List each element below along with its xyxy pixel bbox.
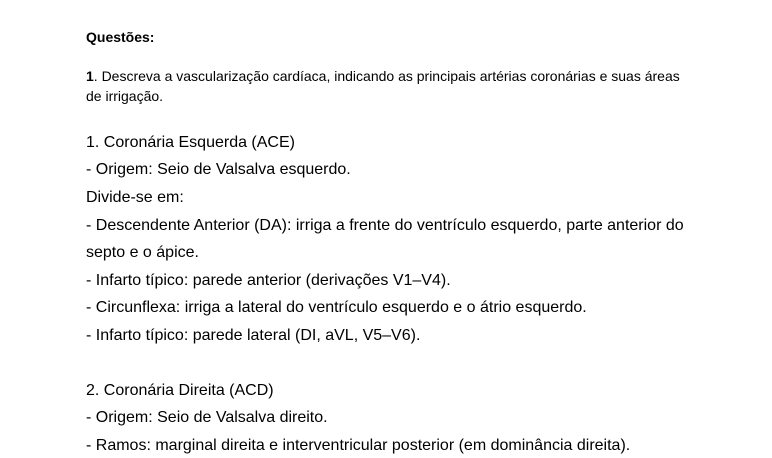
answer-line: septo e o ápice. <box>86 244 199 261</box>
question-text: . Descreva a vascularização cardíaca, indicando as principais artérias coronárias e suas áreas de irrigação. <box>86 68 680 104</box>
answer-line: Divide-se em: <box>86 189 184 206</box>
answer-line: - Circunflexa: irriga a lateral do ventrículo esquerdo e o átrio esquerdo. <box>86 299 587 316</box>
answer-line: - Infarto típico: parede lateral (DI, aVL, V5–V6). <box>86 327 421 344</box>
answer-line: - Descendente Anterior (DA): irriga a frente do ventrículo esquerdo, parte anterior do <box>86 217 684 234</box>
answer-line: - Origem: Seio de Valsalva esquerdo. <box>86 161 351 178</box>
answer-line: - Infarto típico: parede anterior (derivações V1–V4). <box>86 272 451 289</box>
section-title-left-coronary: 1. Coronária Esquerda (ACE) <box>86 134 295 151</box>
questions-heading: Questões: <box>86 29 155 45</box>
answer-line: - Ramos: marginal direita e interventricular posterior (em dominância direita). <box>86 437 631 454</box>
question-1 <box>86 66 686 106</box>
question-number: 1 <box>86 68 94 84</box>
answer-line: - Origem: Seio de Valsalva direito. <box>86 409 328 426</box>
section-title-right-coronary: 2. Coronária Direita (ACD) <box>86 382 274 399</box>
